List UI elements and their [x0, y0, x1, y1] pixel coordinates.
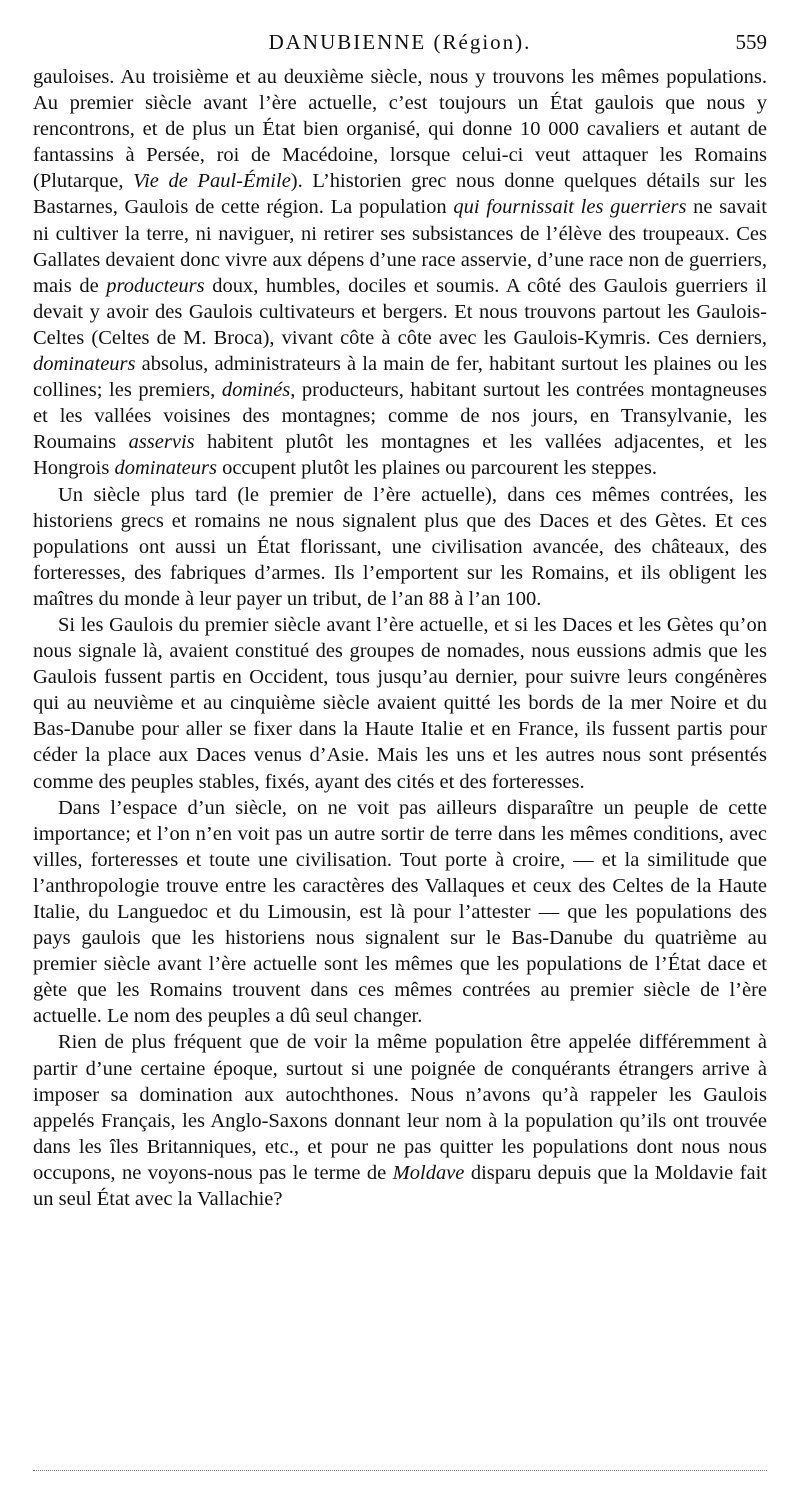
- text-run: habitent plutôt les montagnes et les vallées adjacentes, et les Hongrois: [33, 431, 767, 480]
- text-run: ne savait ni cultiver la terre, ni naviguer, ni retirer ses subsistances de l’élève des troupeaux. Ces Gallates devaient donc vivre aux dépens d’une race asservie, d’une race non de guerriers, mais de: [33, 196, 768, 297]
- text-run: gauloises. Au troisième et au deuxième siècle, nous y trouvons les mêmes populations. Au premier siècle avant l’ère actuelle, c’est toujours un État gaulois que nous y rencontrons, et de plus un État bien organisé, qui donne 10 000 cavaliers et autant de fantassins à Persée, roi de Macédoine, lorsque celui-ci veut attaquer les Romains (Plutarque,: [33, 66, 767, 193]
- paragraph: [33, 1029, 767, 1212]
- running-head-title: DANUBIENNE (Région).: [268, 30, 532, 54]
- italic-text: dominateurs: [114, 457, 217, 480]
- italic-text: producteurs: [106, 274, 205, 297]
- paragraph: [33, 612, 767, 795]
- italic-text: Vie de Paul-Émile: [133, 170, 291, 193]
- italic-text: dominateurs: [33, 353, 136, 376]
- italic-text: dominés: [221, 379, 291, 402]
- paragraph: [33, 64, 767, 482]
- text-run: Rien de plus fréquent que de voir la même population être appelée différemment à partir d’une certaine époque, surtout si une poignée de conquérants étrangers arrive à imposer sa domination aux autochthones. Nous n’avons qu’à rappeler les Gaulois appelés Français, les Anglo-Saxons donnant leur nom à la population qu’ils ont trouvée dans les îles Britanniques, etc., et pour ne pas quitter les populations dont nous nous occupons, ne voyons-nous pas le terme de: [33, 1031, 767, 1184]
- bottom-rule: [33, 1470, 767, 1471]
- text-run: disparu depuis que la Moldavie fait un seul État avec la Vallachie?: [33, 1161, 767, 1211]
- italic-text: qui fournissait les guerriers: [453, 196, 687, 219]
- text-run: Un siècle plus tard (le premier de l’ère actuelle), dans ces mêmes contrées, les historiens grecs et romains ne nous signalent plus que des Daces et des Gètes. Et ces populations ont aussi un État florissant, une civilisation avancée, des châteaux, des forteresses, des fabriques d’armes. Ils l’emportent sur les Romains, et ils obligent les maîtres du monde à leur payer un tribut, de l’an 88 à l’an 100.: [33, 483, 767, 610]
- text-run: Si les Gaulois du premier siècle avant l’ère actuelle, et si les Daces et les Gètes qu’on nous signale là, avaient constitué des groupes de nomades, nous eussions admis que les Gaulois fussent partis en Occident, tous jusqu’au dernier, pour suivre leurs congénères qui au neuvième et au cinquième siècle avaient quitté les bords de la mer Noire et du Bas-Danube pour aller se fixer dans la Haute Italie et en France, ils fussent partis pour céder la place aux Daces venus d’Asie. Mais les uns et les autres nous sont présentés comme des peuples stables, fixés, ayant des cités et des forteresses.: [33, 613, 767, 793]
- text-run: occupent plutôt les plaines ou parcourent les steppes.: [216, 457, 657, 480]
- italic-text: asservis: [128, 431, 195, 454]
- page-number: 559: [735, 30, 767, 54]
- running-head: [33, 30, 767, 58]
- body-text: [33, 64, 767, 1212]
- text-run: doux, humbles, dociles et soumis. A côté des Gaulois guerriers il devait y avoir des Gaulois cultivateurs et bergers. Et nous trouvons partout les Gaulois-Celtes (Celtes de M. Broca), vivant côte à côte avec les Gaulois-Kymris. Ces derniers,: [33, 274, 767, 349]
- text-run: ). L’historien grec nous donne quelques détails sur les Bastarnes, Gaulois de cette région. La population: [33, 170, 767, 219]
- text-run: Dans l’espace d’un siècle, on ne voit pas ailleurs disparaître un peuple de cette importance; et l’on n’en voit pas un autre sortir de terre dans les mêmes conditions, avec villes, forteresses et toute une civilisation. Tout porte à croire, — et la similitude que l’anthropologie trouve entre les caractères des Vallaques et ceux des Celtes de la Haute Italie, du Languedoc et du Limousin, est là pour l’attester — que les populations des pays gaulois que les historiens nous signalent sur le Bas-Danube du quatrième au premier siècle avant l’ère actuelle sont les mêmes que les populations de l’État dace et gète que les Romains trouvent dans ces mêmes contrées au premier siècle de l’ère actuelle. Le nom des peuples a dû seul changer.: [33, 796, 767, 1028]
- text-run: absolus, administrateurs à la main de fer, habitant surtout les plaines ou les collines; les premiers,: [33, 353, 767, 402]
- text-run: , producteurs, habitant surtout les contrées montagneuses et les vallées voisines des montagnes; comme de nos jours, en Transylvanie, les Roumains: [33, 379, 768, 454]
- paragraph: [33, 482, 767, 612]
- paragraph: [33, 795, 767, 1030]
- italic-text: Moldave: [392, 1161, 465, 1184]
